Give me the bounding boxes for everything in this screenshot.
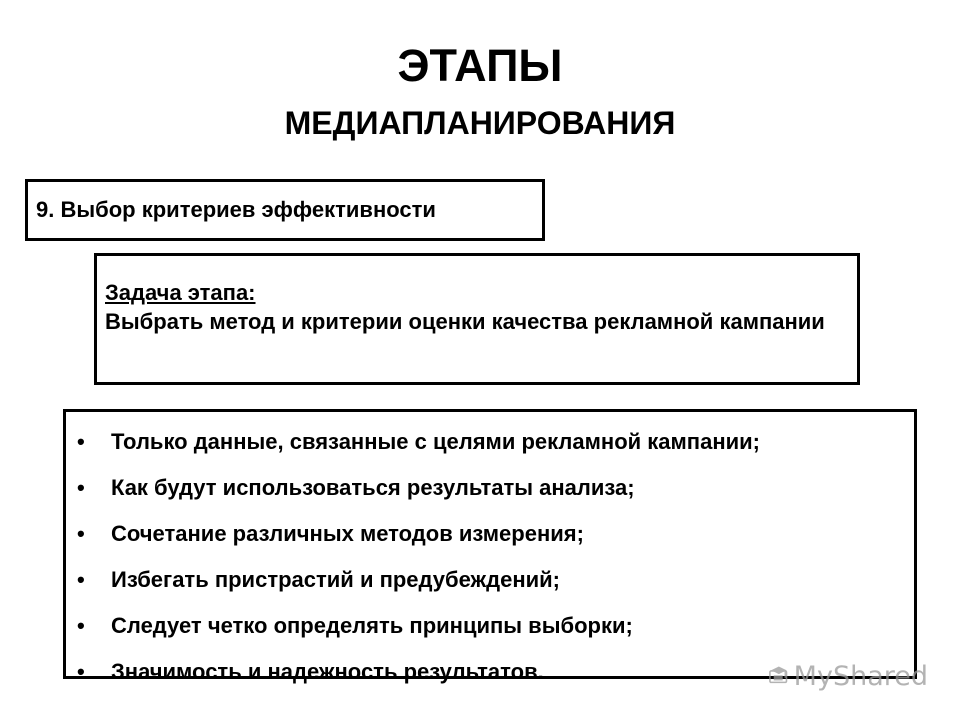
- criteria-list-box: [63, 409, 917, 684]
- list-item: [66, 470, 914, 516]
- list-item-text: Как будут использоваться результаты анализа;: [111, 475, 635, 500]
- stage-label: 9. Выбор критериев эффективности: [36, 197, 436, 222]
- list-item-text: Сочетание различных методов измерения;: [111, 521, 584, 546]
- task-label: Задача этапа:: [105, 280, 256, 305]
- bullet-icon: •: [77, 521, 85, 546]
- list-item-text: Значимость и надежность результатов.: [111, 659, 544, 684]
- list-item-text: Только данные, связанные с целями рекламной кампании;: [111, 429, 760, 454]
- watermark-text: MyShared: [793, 660, 928, 692]
- list-item: [66, 516, 914, 562]
- watermark: [768, 656, 928, 696]
- bullet-icon: •: [77, 659, 85, 684]
- slide-subtitle: МЕДИАПЛАНИРОВАНИЯ: [284, 105, 676, 141]
- list-item: [66, 608, 914, 654]
- list-item-text: Избегать пристрастий и предубеждений;: [111, 567, 561, 592]
- stage-box: [25, 179, 545, 241]
- slide-title: ЭТАПЫ: [397, 40, 563, 91]
- list-item: [66, 424, 914, 470]
- list-item-text: Следует четко определять принципы выборки;: [111, 613, 633, 638]
- task-text: Выбрать метод и критерии оценки качества рекламной кампании: [105, 309, 825, 334]
- list-item: [66, 562, 914, 608]
- task-box: [94, 253, 860, 385]
- mortarboard-icon: [768, 659, 790, 693]
- bullet-icon: •: [77, 567, 85, 592]
- bullet-icon: •: [77, 613, 85, 638]
- bullet-icon: •: [77, 429, 85, 454]
- bullet-icon: •: [77, 475, 85, 500]
